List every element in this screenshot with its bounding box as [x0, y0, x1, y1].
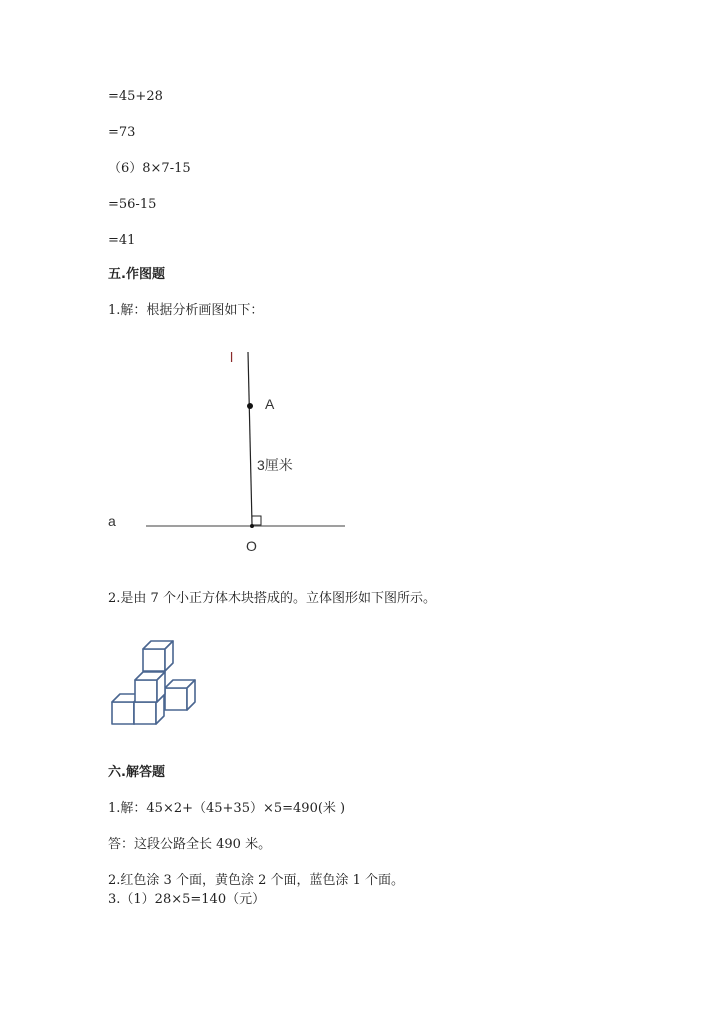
expr-line-4: =56-15	[108, 197, 157, 212]
question-6-3: 3.（1）28×5=140（元）	[108, 892, 266, 907]
perpendicular-line	[248, 352, 252, 524]
question-5-1: 1.解：根据分析画图如下：	[108, 303, 264, 318]
section-heading-6: 六.解答题	[108, 765, 165, 780]
label-A: A	[265, 396, 275, 412]
point-O	[250, 524, 254, 528]
question-6-1: 1.解：45×2+（45+35）×5=490(米 )	[108, 801, 346, 816]
label-O: O	[246, 538, 257, 554]
cube	[165, 680, 195, 710]
perpendicular-figure	[100, 340, 360, 560]
label-distance: 3厘米	[257, 457, 293, 473]
answer-6-1: 答：这段公路全长 490 米。	[108, 837, 272, 852]
expr-line-2: =73	[108, 125, 136, 140]
section-heading-5: 五.作图题	[108, 267, 165, 282]
point-A	[247, 403, 253, 409]
cubes-group	[112, 641, 195, 724]
question-6-2: 2.红色涂 3 个面，黄色涂 2 个面，蓝色涂 1 个面。	[108, 873, 405, 888]
label-a: a	[108, 513, 116, 529]
cube	[135, 672, 165, 702]
expr-line-5: =41	[108, 233, 136, 248]
expr-line-3: （6）8×7-15	[108, 161, 191, 176]
label-l: l	[230, 349, 234, 365]
cube	[143, 641, 173, 671]
right-angle-mark	[252, 516, 261, 525]
expr-line-1: =45+28	[108, 89, 163, 104]
question-5-2: 2.是由 7 个小正方体木块搭成的。立体图形如下图所示。	[108, 591, 436, 606]
cube-stack-figure	[108, 636, 208, 728]
